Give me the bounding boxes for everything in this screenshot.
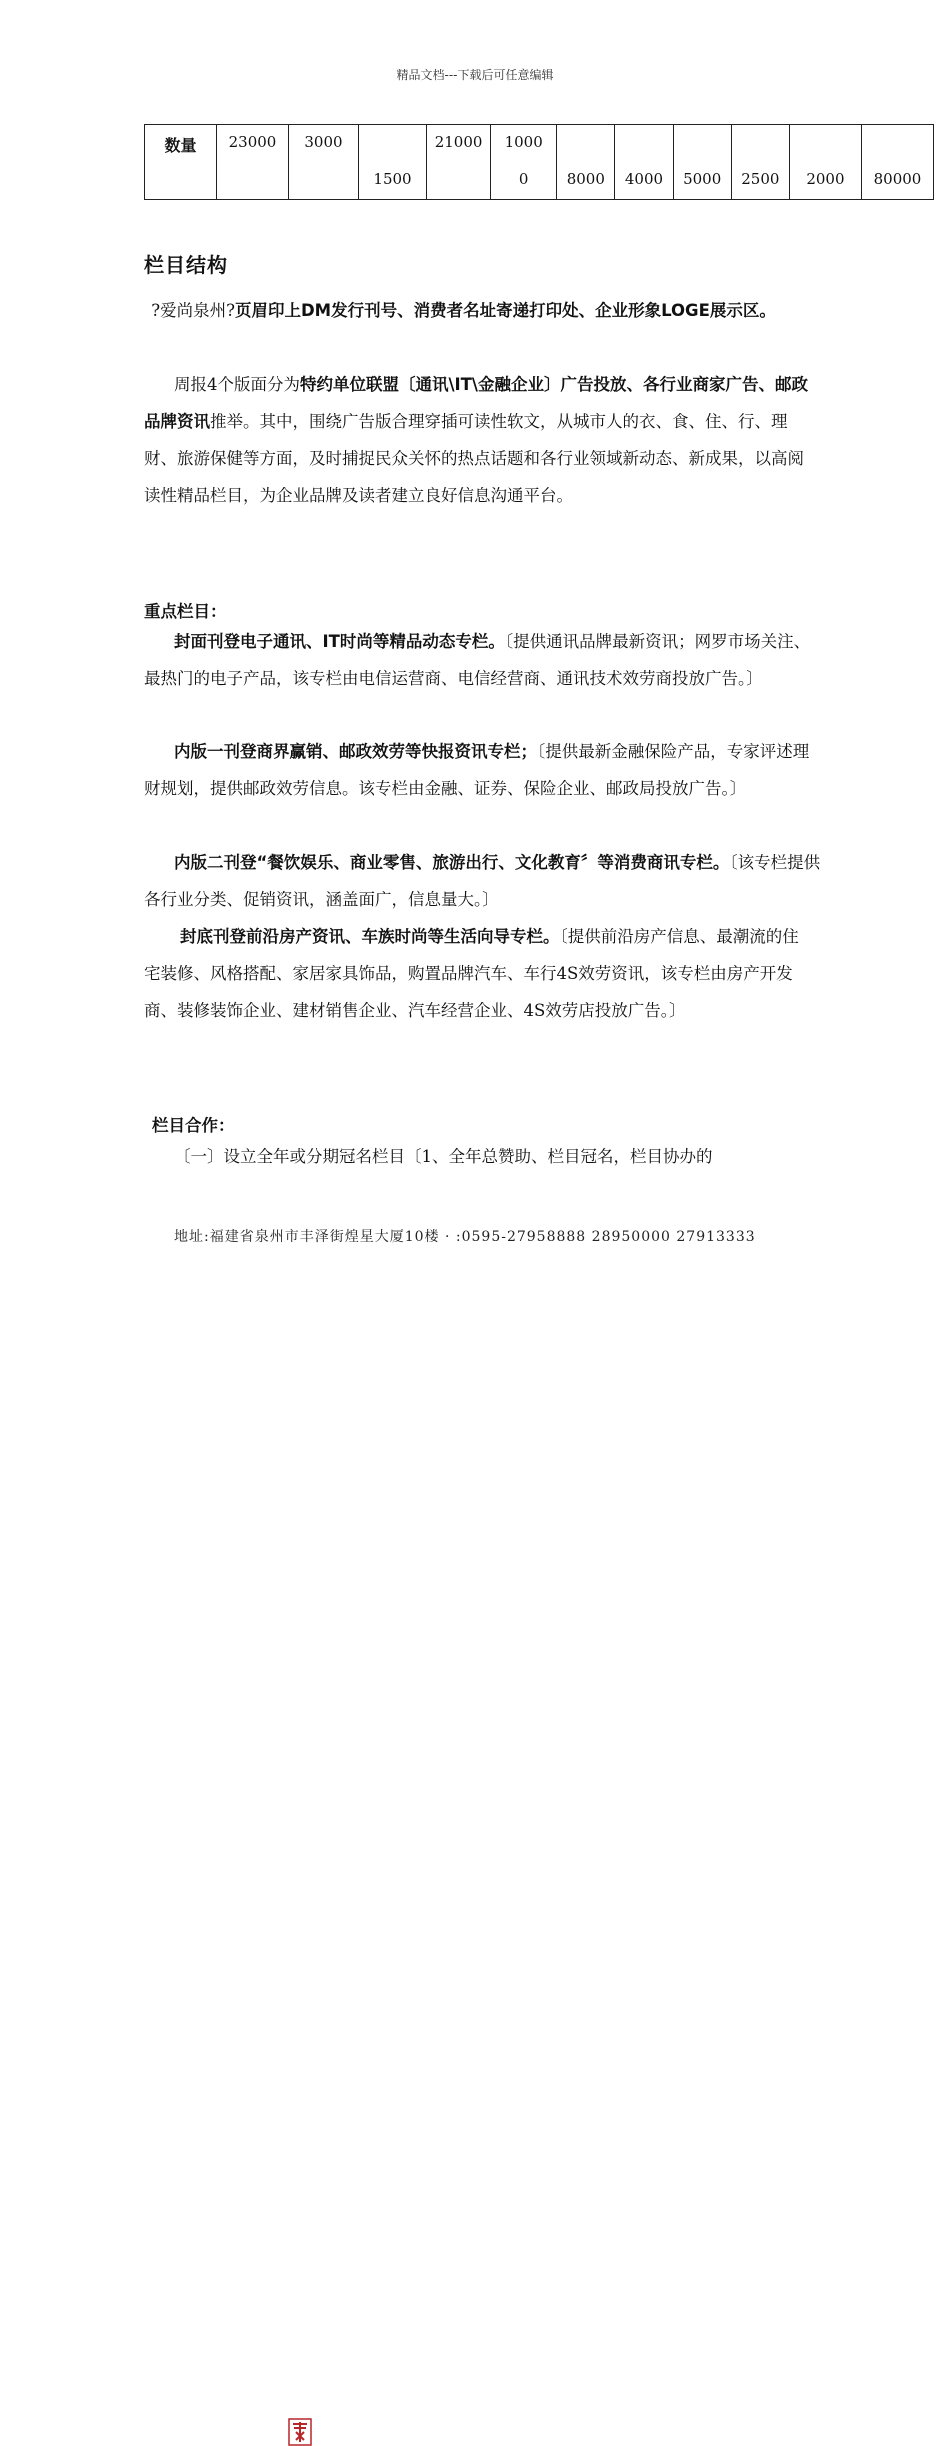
table-row	[145, 125, 934, 200]
cell-value: 8000	[566, 170, 605, 188]
table-cell	[789, 125, 861, 200]
table-label-cell	[145, 125, 217, 200]
table-cell	[731, 125, 789, 200]
table-cell	[427, 125, 491, 200]
magazine-name: ?爱尚泉州?	[151, 301, 235, 320]
cell-value: 1000	[504, 133, 543, 151]
cell-value: 80000	[873, 170, 922, 188]
body-text: 周报4个版面分为	[174, 375, 300, 394]
table-cell	[358, 125, 426, 200]
section-title: 栏目结构	[144, 253, 228, 277]
cell-value: 5000	[683, 170, 722, 188]
cell-value: 3000	[304, 133, 343, 151]
footer-address: 地址:福建省泉州市丰泽街煌星大厦10楼 · :0595-27958888 28950000 27913333	[174, 1229, 756, 1245]
emphasis-text: 页眉印上DM发行刊号、消费者名址寄递打印处、企业形象LOGE展示区。	[234, 301, 776, 320]
table-cell	[861, 125, 933, 200]
cell-value: 21000	[434, 133, 483, 151]
table-cell	[491, 125, 557, 200]
body-text: 〔该专栏提供各行业分类、促销资讯，涵盖面广，信息量大。〕	[144, 853, 821, 909]
paragraph-layout	[144, 366, 814, 514]
cell-value: 2000	[806, 170, 845, 188]
key-column-back-cover	[144, 918, 814, 1029]
quantity-table	[144, 124, 934, 200]
cell-value: 0	[518, 170, 529, 188]
cell-value: 4000	[624, 170, 664, 188]
table-cell	[216, 125, 288, 200]
emphasis-text: 内版二刊登“餐饮娱乐、商业零售、旅游出行、文化教育〞等消费商讯专栏。	[174, 853, 730, 872]
body-text: 〔提供通讯品牌最新资讯；网罗市场关注、最热门的电子产品，该专栏由电信运营商、电信经营商、通讯技术效劳商投放广告。〕	[144, 632, 811, 688]
key-column-inner-two	[144, 844, 824, 918]
paragraph-intro	[144, 292, 814, 329]
cell-value: 2500	[741, 170, 780, 188]
cooperation-heading: 栏目合作：	[152, 1116, 235, 1135]
quantity-label: 数量	[164, 136, 197, 155]
emphasis-text: 特约单位联盟〔通讯\IT\金融企业〕广告投放、各行业商家广告、邮政品牌资讯	[144, 375, 808, 431]
emphasis-text: 内版一刊登商界赢销、邮政效劳等快报资讯专栏；	[174, 742, 537, 761]
body-text: 〔提供最新金融保险产品，专家评述理财规划，提供邮政效劳信息。该专栏由金融、证券、保险企业、邮政局投放广告。〕	[144, 742, 810, 798]
key-columns-heading: 重点栏目：	[144, 602, 227, 621]
body-text: 〔提供前沿房产信息、最潮流的住宅装修、风格搭配、家居家具饰品，购置品牌汽车、车行4S效劳资讯，该专栏由房产开发商、装修装饰企业、建材销售企业、汽车经营企业、4S效劳店投放广告。〕	[144, 927, 799, 1020]
cell-value: 23000	[228, 133, 277, 151]
seal-icon	[288, 2418, 312, 2446]
emphasis-text: 封面刊登电子通讯、IT时尚等精品动态专栏。	[174, 632, 505, 651]
table-cell	[557, 125, 615, 200]
page-header: 精品文档---下载后可任意编辑	[396, 68, 554, 82]
table-cell	[673, 125, 731, 200]
table-cell	[288, 125, 358, 200]
cell-value: 1500	[373, 170, 412, 188]
table-cell	[615, 125, 673, 200]
cooperation-paragraph: 〔一〕设立全年或分期冠名栏目〔1、全年总赞助、栏目冠名，栏目协办的	[174, 1147, 713, 1166]
key-column-inner-one	[144, 733, 814, 807]
key-column-cover	[144, 623, 814, 697]
emphasis-text: 封底刊登前沿房产资讯、车族时尚等生活向导专栏。	[180, 927, 560, 946]
body-text: 推举。其中，围绕广告版合理穿插可读性软文，从城市人的衣、食、住、行、理财、旅游保健等方面，及时捕捉民众关怀的热点话题和各行业领域新动态、新成果，以高阅读性精品栏目，为企业品牌及读者建立良好信息沟通平台。	[144, 412, 804, 505]
